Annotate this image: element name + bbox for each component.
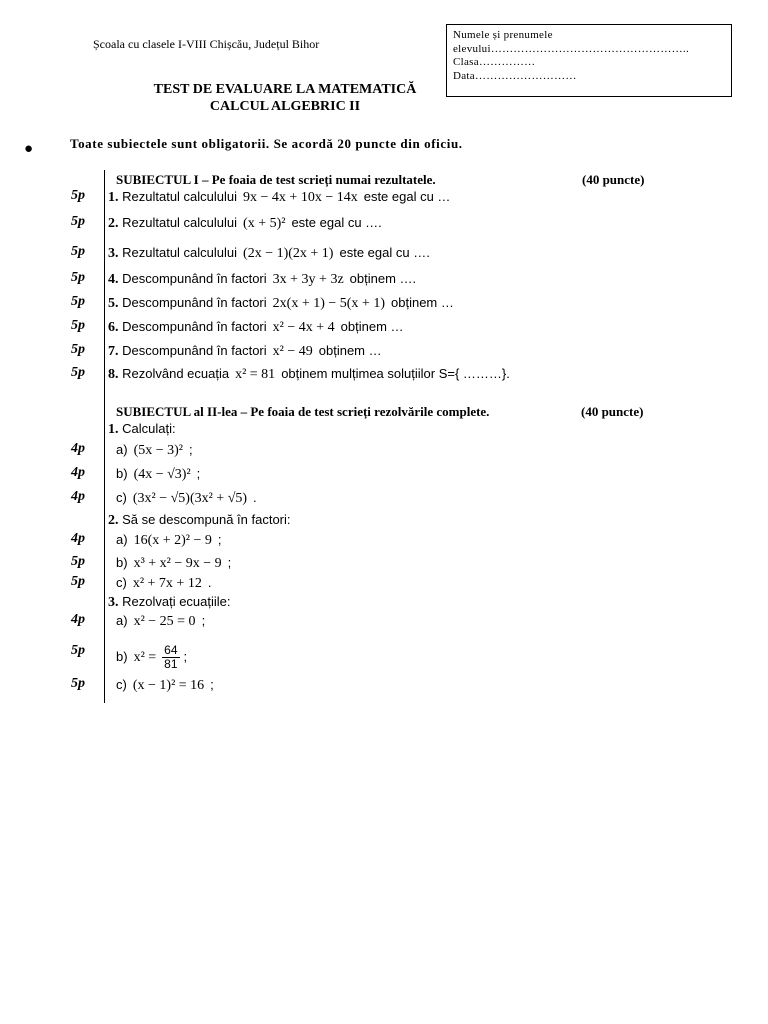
item-points: 5p [71, 643, 85, 658]
item-fraction [162, 644, 179, 671]
item-number: 8. [108, 367, 119, 382]
item-end: ; [217, 532, 222, 547]
item-number: 7. [108, 344, 119, 359]
section1-item [108, 215, 382, 232]
section2-item [116, 490, 257, 507]
section1-item [108, 245, 430, 262]
item-letter: b) [116, 648, 128, 664]
item-letter: a) [116, 442, 128, 457]
item-number: 6. [108, 320, 119, 335]
section2-group-heading [108, 594, 231, 611]
item-text: Rezolvând ecuația [122, 366, 230, 381]
info-date-label: Data……………………… [453, 69, 577, 82]
fraction-denominator: 81 [164, 657, 178, 671]
item-tail: obținem …. [349, 271, 417, 286]
item-formula: x² − 25 = 0 [133, 614, 196, 629]
section1-item [108, 343, 382, 360]
section2-group-heading [108, 512, 291, 529]
item-formula: (x + 5)² [243, 216, 286, 231]
item-formula: 3x + 3y + 3z [272, 272, 344, 287]
item-formula: (3x² − √5)(3x² + √5) [132, 491, 248, 506]
fraction-numerator: 64 [164, 643, 178, 657]
section1-item [108, 271, 416, 288]
item-number: 5. [108, 296, 119, 311]
item-formula: x² − 49 [272, 344, 313, 359]
item-letter: a) [116, 613, 128, 628]
item-letter: c) [116, 575, 127, 590]
item-tail: este egal cu …. [291, 215, 382, 230]
section2-item [116, 613, 205, 630]
item-letter: a) [116, 532, 128, 547]
item-points: 4p [71, 441, 85, 456]
item-points: 5p [71, 574, 85, 589]
item-number: 2. [108, 216, 119, 231]
item-letter: b) [116, 555, 128, 570]
item-end: ; [201, 613, 206, 628]
item-points: 5p [71, 318, 85, 333]
item-points: 4p [71, 531, 85, 546]
info-name-label: Numele și prenumele [453, 29, 553, 41]
item-formula: 9x − 4x + 10x − 14x [243, 190, 358, 205]
left-margin-line [104, 170, 105, 703]
item-points: 5p [71, 554, 85, 569]
item-text: Descompunând în factori [122, 295, 267, 310]
item-end: . [253, 490, 257, 505]
section2-points: (40 puncte) [581, 404, 644, 419]
item-text: Descompunând în factori [122, 343, 267, 358]
item-letter: c) [116, 677, 127, 692]
bullet-icon: ● [24, 141, 34, 157]
item-text: Descompunând în factori [122, 271, 267, 286]
item-end: ; [196, 466, 201, 481]
item-end: . [207, 575, 212, 590]
item-points: 5p [71, 294, 85, 309]
item-tail: obținem … [340, 319, 404, 334]
item-tail: obținem … [391, 295, 454, 310]
item-points: 4p [71, 612, 85, 627]
item-points: 5p [71, 188, 85, 203]
section2-item [116, 644, 187, 671]
info-class-label: Clasa…………… [453, 56, 536, 68]
item-end: ; [183, 648, 188, 664]
item-end: ; [188, 442, 193, 457]
group-label: Calculați: [122, 421, 176, 436]
section2-item [116, 555, 231, 572]
item-points: 5p [71, 342, 85, 357]
item-end: ; [227, 555, 232, 570]
section1-heading: SUBIECTUL I – Pe foaia de test scrieți numai rezultatele. [116, 172, 436, 187]
section2-heading: SUBIECTUL al II-lea – Pe foaia de test scrieți rezolvările complete. [116, 404, 490, 419]
item-tail: obținem … [318, 343, 382, 358]
item-points: 5p [71, 214, 85, 229]
test-title: TEST DE EVALUARE LA MATEMATICĂ [153, 82, 417, 97]
item-text: Rezultatul calculului [122, 215, 238, 230]
section1-item [108, 189, 450, 206]
group-number: 3. [108, 595, 119, 610]
item-text: Descompunând în factori [122, 319, 267, 334]
test-subtitle: CALCUL ALGEBRIC II [209, 99, 361, 114]
item-formula: x² = 81 [235, 367, 276, 382]
section1-points: (40 puncte) [582, 172, 645, 187]
section2-item [116, 532, 222, 549]
item-points: 4p [71, 489, 85, 504]
section2-item [116, 677, 214, 694]
school-name: Școala cu clasele I-VIII Chișcău, Județul Bihor [93, 37, 320, 51]
group-label: Să se descompună în factori: [122, 512, 291, 527]
item-formula: (5x − 3)² [133, 443, 183, 458]
section1-item [108, 319, 404, 336]
item-tail: obținem mulțimea soluțiilor S={ ………}. [281, 366, 510, 381]
item-letter: c) [116, 490, 127, 505]
item-end: ; [210, 677, 214, 692]
section2-item [116, 466, 200, 483]
item-formula: x² = [133, 649, 157, 665]
group-number: 1. [108, 422, 119, 437]
section2-item [116, 575, 211, 592]
item-text: Rezultatul calculului [122, 189, 238, 204]
item-text: Rezultatul calculului [122, 245, 238, 260]
item-formula: x² + 7x + 12 [132, 576, 202, 591]
item-formula: 2x(x + 1) − 5(x + 1) [272, 296, 385, 311]
group-label: Rezolvați ecuațiile: [122, 594, 231, 609]
item-formula: x² − 4x + 4 [272, 320, 335, 335]
info-pupil-label: elevului…………………………………………….. [453, 42, 690, 55]
section2-group-heading [108, 421, 176, 438]
group-number: 2. [108, 513, 119, 528]
item-formula: 16(x + 2)² − 9 [133, 533, 212, 548]
item-formula: (x − 1)² = 16 [132, 678, 205, 693]
item-points: 5p [71, 676, 85, 691]
section1-item [108, 366, 510, 383]
item-number: 1. [108, 190, 119, 205]
item-number: 3. [108, 246, 119, 261]
item-points: 4p [71, 465, 85, 480]
item-number: 4. [108, 272, 119, 287]
item-points: 5p [71, 365, 85, 380]
item-points: 5p [71, 270, 85, 285]
item-tail: este egal cu …. [339, 245, 430, 260]
section1-item [108, 295, 454, 312]
item-points: 5p [71, 244, 85, 259]
instructions: Toate subiectele sunt obligatorii. Se acordă 20 puncte din oficiu. [70, 136, 463, 151]
item-formula: (4x − √3)² [133, 467, 191, 482]
item-letter: b) [116, 466, 128, 481]
item-tail: este egal cu … [363, 189, 451, 204]
section2-item [116, 442, 193, 459]
item-formula: (2x − 1)(2x + 1) [243, 246, 334, 261]
item-formula: x³ + x² − 9x − 9 [133, 556, 222, 571]
